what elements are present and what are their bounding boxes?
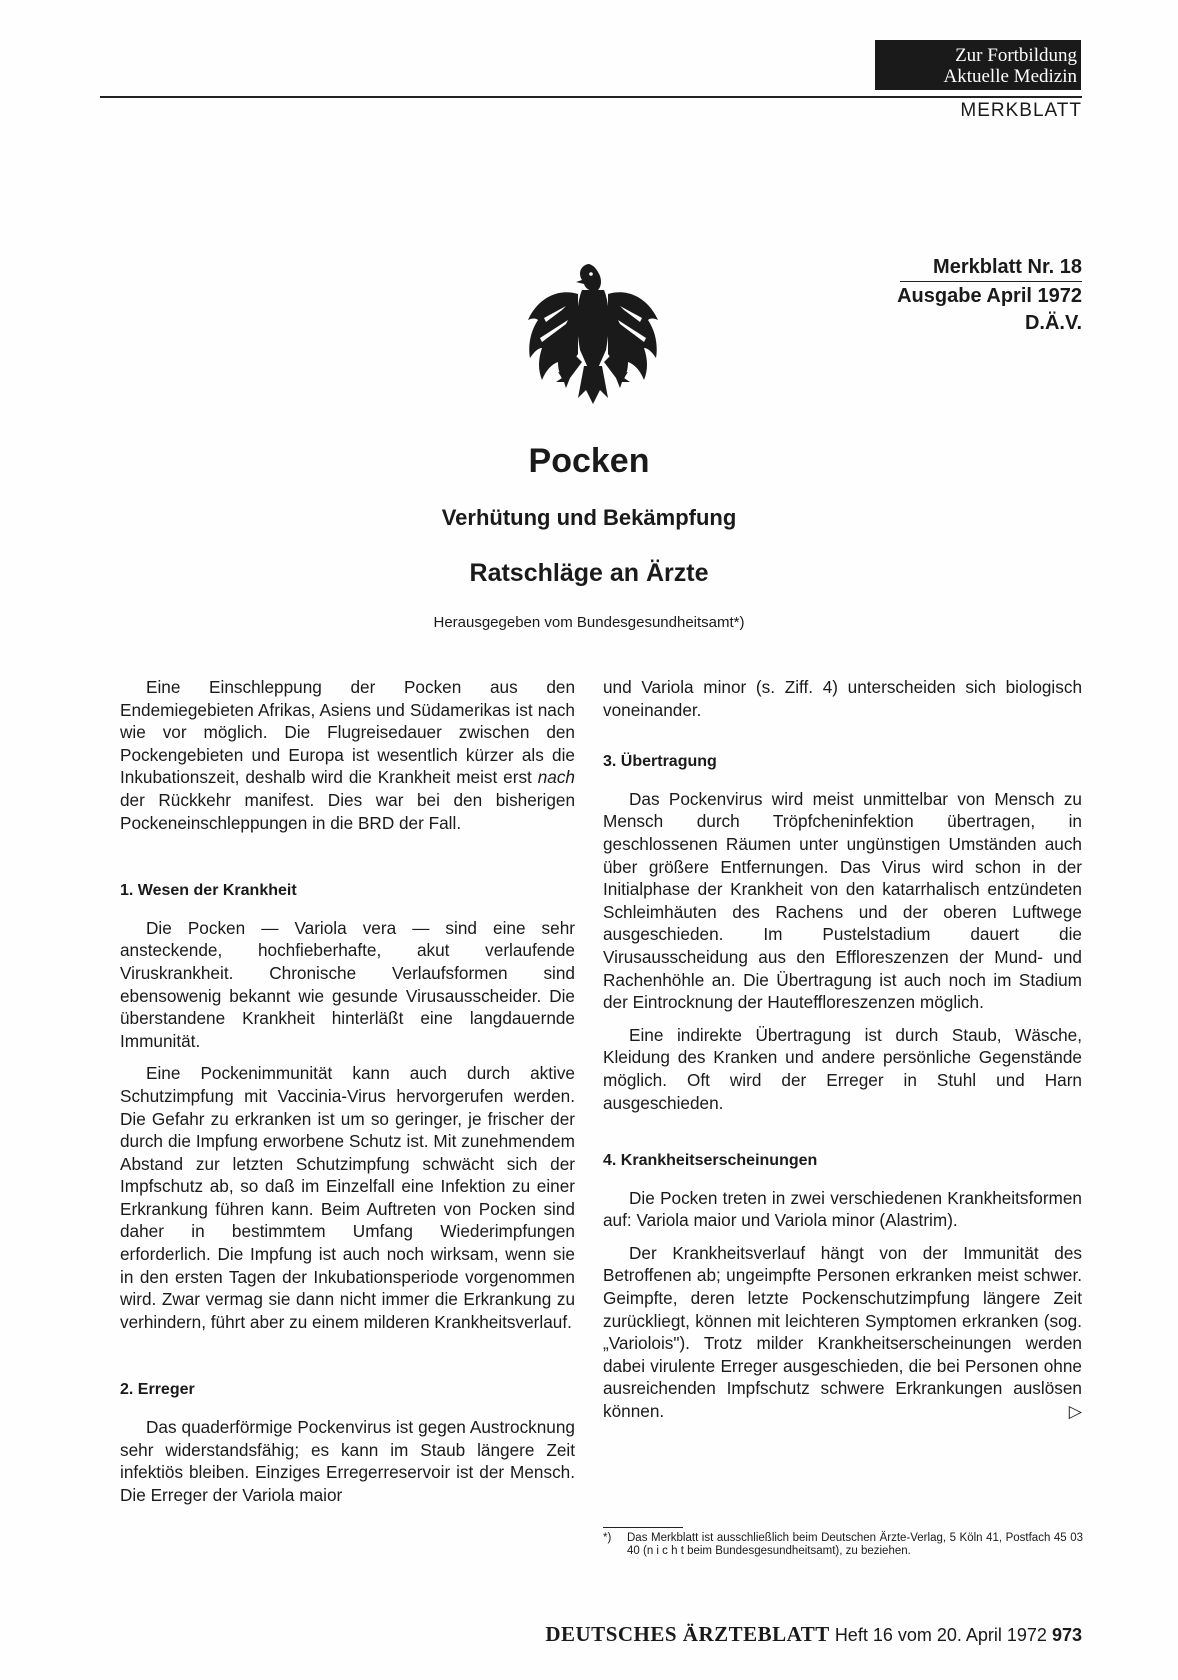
continue-arrow-icon: ▷ bbox=[1068, 1401, 1082, 1422]
page-number: 973 bbox=[1051, 1625, 1082, 1645]
section-heading-4: 4. Krankheitserscheinungen bbox=[603, 1152, 818, 1170]
issue-publisher: D.Ä.V. bbox=[1024, 312, 1082, 334]
intro-text-a: Eine Einschleppung der Pocken aus den Endemiegebieten Afrikas, Asiens und Südamerikas ist nach wie vor möglich. Die Flugreisedauer zwischen den Pockengebieten und Europa ist wesentlich kürzer als die Inkubationszeit, deshalb wird die Krankheit meist erst bbox=[120, 677, 575, 788]
issue-number: Merkblatt Nr. 18 bbox=[933, 256, 1082, 278]
footnote-mark: *) bbox=[603, 1532, 612, 1544]
paragraph-2: Eine Pockenimmunität kann auch durch aktive Schutzimpfung mit Vaccinia-Virus hervorgerufen werden. Die Gefahr zu erkranken ist um so geringer, je frischer der durch die Impfung erworbene Schutz ist. Mit zunehmendem Abstand zur letzten Schutzimpfung schwächt sich der Impfschutz ab, so daß im Einzelfall eine Infektion zu einer Erkrankung führen kann. Beim Auftreten von Pocken sind daher in bestimmtem Umfang Wiederimpfungen erforderlich. Die Impfung ist auch noch wirksam, wenn sie in den ersten Tagen der Inkubationsperiode vorgenommen wird. Zwar vermag sie dann nicht immer die Erkrankung zu verhindern, führt aber zu einem milderen Krankheitsverlauf. bbox=[120, 1063, 575, 1332]
document-subtitle: Verhütung und Bekämpfung bbox=[441, 505, 737, 530]
section-label: MERKBLATT bbox=[960, 100, 1082, 121]
section-heading-3: 3. Übertragung bbox=[603, 753, 717, 771]
issue-rule bbox=[900, 281, 1082, 282]
federal-eagle-icon bbox=[518, 258, 668, 410]
document-title: Pocken bbox=[528, 442, 650, 480]
paragraph-6: Die Pocken treten in zwei verschiedenen Krankheitsformen auf: Variola maior und Variola minor (Alastrim). bbox=[603, 1187, 1082, 1231]
paragraph-7 bbox=[603, 1242, 1082, 1423]
right-column bbox=[603, 676, 1082, 1433]
page-footer bbox=[545, 1622, 1082, 1647]
issue-date: Heft 16 vom 20. April 1972 bbox=[834, 1625, 1047, 1645]
badge-line-2: Aktuelle Medizin bbox=[943, 66, 1077, 87]
paragraph-7-text: Der Krankheitsverlauf hängt von der Immunität des Betroffenen ab; ungeimpfte Personen erkranken meist schwer. Geimpfte, deren letzte Pockenschutzimpfung längere Zeit zurückliegt, können mit leichteren Symptomen erkranken (sog. „Variolois"). Trotz milder Krankheitserscheinungen werden dabei virulente Erreger ausgeschieden, die bei Personen ohne ausreichenden Impfschutz schwere Erkrankungen auslösen können. bbox=[603, 1242, 1082, 1422]
footnote bbox=[603, 1532, 1083, 1558]
document-subtitle-2: Ratschläge an Ärzte bbox=[469, 559, 709, 587]
paragraph-continued: und Variola minor (s. Ziff. 4) unterscheiden sich biologisch voneinander. bbox=[603, 677, 1082, 720]
paragraph-4: Das Pockenvirus wird meist unmittelbar von Mensch zu Mensch durch Tröpfcheninfektion übertragen, in geschlossenen Räumen unter ungünstigen Umständen auch über größere Entfernungen. Das Virus wird schon in der Initialphase der Krankheit von den katarrhalisch entzündeten Schleimhäuten des Rachens und der oberen Luftwege ausgeschieden. Im Pustelstadium dauert die Virusausscheidung aus den Effloreszenzen der Mund- und Rachenhöhle an. Die Übertragung ist auch noch im Stadium der Eintrocknung der Hauteffloreszenzen möglich. bbox=[603, 788, 1082, 1013]
section-badge bbox=[875, 40, 1081, 90]
left-column bbox=[120, 676, 575, 1516]
header-rule bbox=[100, 96, 1082, 98]
intro-emphasis: nach bbox=[537, 767, 575, 788]
paragraph-1: Die Pocken — Variola vera — sind eine sehr ansteckende, hochfieberhafte, akut verlaufende Viruskrankheit. Chronische Verlaufsformen sind ebensowenig bekannt wie gesunde Virusausscheider. Die überstandene Krankheit hinterläßt eine langdauernde Immunität. bbox=[120, 917, 575, 1051]
footnote-text: Das Merkblatt ist ausschließlich beim Deutschen Ärzte-Verlag, 5 Köln 41, Postfach 45 03 40 (n i c h t beim Bundesgesundheitsamt), zu beziehen. bbox=[627, 1532, 1083, 1557]
paragraph-3: Das quaderförmige Pockenvirus ist gegen Austrocknung sehr widerstandsfähig; es kann im Staub längere Zeit infektiös bleiben. Einziges Erregerreservoir ist der Mensch. Die Erreger der Variola maior bbox=[120, 1417, 575, 1505]
intro-text-b: der Rückkehr manifest. Dies war bei den bisherigen Pockeneinschleppungen in die BRD der Fall. bbox=[120, 789, 575, 833]
issue-info bbox=[820, 254, 1082, 337]
paragraph-5: Eine indirekte Übertragung ist durch Staub, Wäsche, Kleidung des Kranken und andere persönliche Gegenstände möglich. Oft wird der Erreger in Stuhl und Harn ausgeschieden. bbox=[603, 1024, 1082, 1113]
footnote-rule bbox=[603, 1527, 683, 1528]
issue-edition: Ausgabe April 1972 bbox=[897, 285, 1082, 307]
section-heading-1: 1. Wesen der Krankheit bbox=[120, 882, 297, 900]
intro-paragraph bbox=[120, 676, 575, 834]
section-heading-2: 2. Erreger bbox=[120, 1381, 195, 1399]
publisher-line: Herausgegeben vom Bundesgesundheitsamt*) bbox=[433, 614, 745, 631]
badge-line-1: Zur Fortbildung bbox=[955, 45, 1077, 66]
journal-name: DEUTSCHES ÄRZTEBLATT bbox=[545, 1622, 830, 1646]
